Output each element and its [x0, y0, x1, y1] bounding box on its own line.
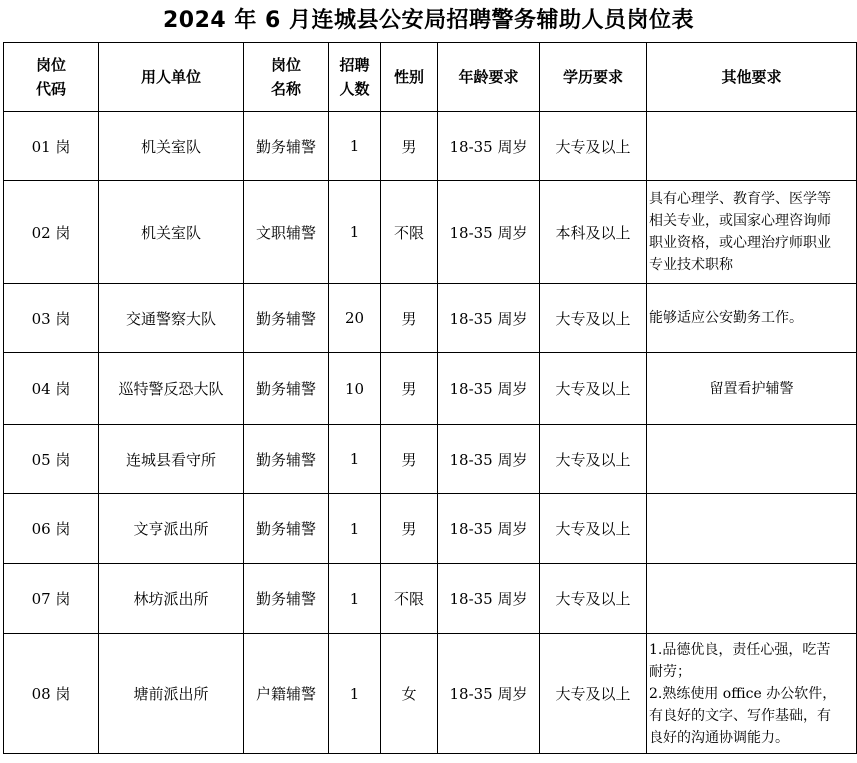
cell-code: 07 岗 — [4, 564, 99, 634]
cell-count: 1 — [329, 564, 381, 634]
cell-gender: 男 — [381, 353, 438, 425]
table-row — [4, 564, 857, 634]
cell-gender: 不限 — [381, 564, 438, 634]
cell-age: 18-35 周岁 — [438, 425, 540, 494]
cell-age: 18-35 周岁 — [438, 494, 540, 564]
cell-code: 05 岗 — [4, 425, 99, 494]
cell-other: 留置看护辅警 — [647, 353, 857, 425]
cell-post: 勤务辅警 — [244, 112, 329, 181]
cell-gender: 男 — [381, 494, 438, 564]
cell-code: 06 岗 — [4, 494, 99, 564]
header-post: 岗位 名称 — [244, 43, 329, 112]
cell-count: 1 — [329, 112, 381, 181]
header-other: 其他要求 — [647, 43, 857, 112]
cell-count: 20 — [329, 284, 381, 353]
cell-gender: 男 — [381, 284, 438, 353]
header-gender: 性别 — [381, 43, 438, 112]
header-edu: 学历要求 — [540, 43, 647, 112]
cell-post: 户籍辅警 — [244, 634, 329, 754]
cell-count: 1 — [329, 494, 381, 564]
page-title: 2024 年 6 月连城县公安局招聘警务辅助人员岗位表 — [162, 8, 695, 33]
cell-post: 勤务辅警 — [244, 494, 329, 564]
cell-edu: 大专及以上 — [540, 284, 647, 353]
cell-gender: 男 — [381, 112, 438, 181]
cell-count: 1 — [329, 634, 381, 754]
cell-age: 18-35 周岁 — [438, 634, 540, 754]
cell-post: 勤务辅警 — [244, 425, 329, 494]
cell-other — [647, 564, 857, 634]
cell-edu: 大专及以上 — [540, 112, 647, 181]
cell-code: 03 岗 — [4, 284, 99, 353]
cell-age: 18-35 周岁 — [438, 564, 540, 634]
cell-code: 01 岗 — [4, 112, 99, 181]
cell-post: 勤务辅警 — [244, 564, 329, 634]
cell-age: 18-35 周岁 — [438, 112, 540, 181]
cell-unit: 连城县看守所 — [99, 425, 244, 494]
cell-unit: 巡特警反恐大队 — [99, 353, 244, 425]
cell-unit: 文亨派出所 — [99, 494, 244, 564]
cell-code: 08 岗 — [4, 634, 99, 754]
cell-post: 文职辅警 — [244, 181, 329, 284]
cell-unit: 机关室队 — [99, 181, 244, 284]
cell-other — [647, 112, 857, 181]
cell-gender: 女 — [381, 634, 438, 754]
table-row — [4, 284, 857, 353]
cell-post: 勤务辅警 — [244, 353, 329, 425]
header-row — [4, 43, 857, 112]
table-row — [4, 425, 857, 494]
cell-age: 18-35 周岁 — [438, 353, 540, 425]
cell-edu: 本科及以上 — [540, 181, 647, 284]
positions-table — [3, 42, 857, 754]
cell-count: 10 — [329, 353, 381, 425]
header-count: 招聘 人数 — [329, 43, 381, 112]
table-row — [4, 634, 857, 754]
header-code: 岗位 代码 — [4, 43, 99, 112]
cell-edu: 大专及以上 — [540, 425, 647, 494]
cell-unit: 塘前派出所 — [99, 634, 244, 754]
cell-post: 勤务辅警 — [244, 284, 329, 353]
cell-age: 18-35 周岁 — [438, 284, 540, 353]
table-row — [4, 353, 857, 425]
cell-age: 18-35 周岁 — [438, 181, 540, 284]
cell-edu: 大专及以上 — [540, 494, 647, 564]
cell-unit: 机关室队 — [99, 112, 244, 181]
cell-unit: 交通警察大队 — [99, 284, 244, 353]
cell-edu: 大专及以上 — [540, 353, 647, 425]
table-row — [4, 494, 857, 564]
header-age: 年龄要求 — [438, 43, 540, 112]
cell-count: 1 — [329, 181, 381, 284]
cell-other — [647, 425, 857, 494]
cell-gender: 不限 — [381, 181, 438, 284]
cell-unit: 林坊派出所 — [99, 564, 244, 634]
cell-other: 具有心理学、教育学、医学等 相关专业，或国家心理咨询师 职业资格，或心理治疗师职业 专业技术职称 — [647, 181, 857, 284]
table-row — [4, 181, 857, 284]
cell-other — [647, 494, 857, 564]
cell-count: 1 — [329, 425, 381, 494]
cell-other: 能够适应公安勤务工作。 — [647, 284, 857, 353]
cell-gender: 男 — [381, 425, 438, 494]
cell-other: 1.品德优良，责任心强，吃苦 耐劳； 2.熟练使用 office 办公软件， 有良好的文字、写作基础，有 良好的沟通协调能力。 — [647, 634, 857, 754]
cell-code: 04 岗 — [4, 353, 99, 425]
cell-code: 02 岗 — [4, 181, 99, 284]
cell-edu: 大专及以上 — [540, 564, 647, 634]
header-unit: 用人单位 — [99, 43, 244, 112]
table-row — [4, 112, 857, 181]
cell-edu: 大专及以上 — [540, 634, 647, 754]
